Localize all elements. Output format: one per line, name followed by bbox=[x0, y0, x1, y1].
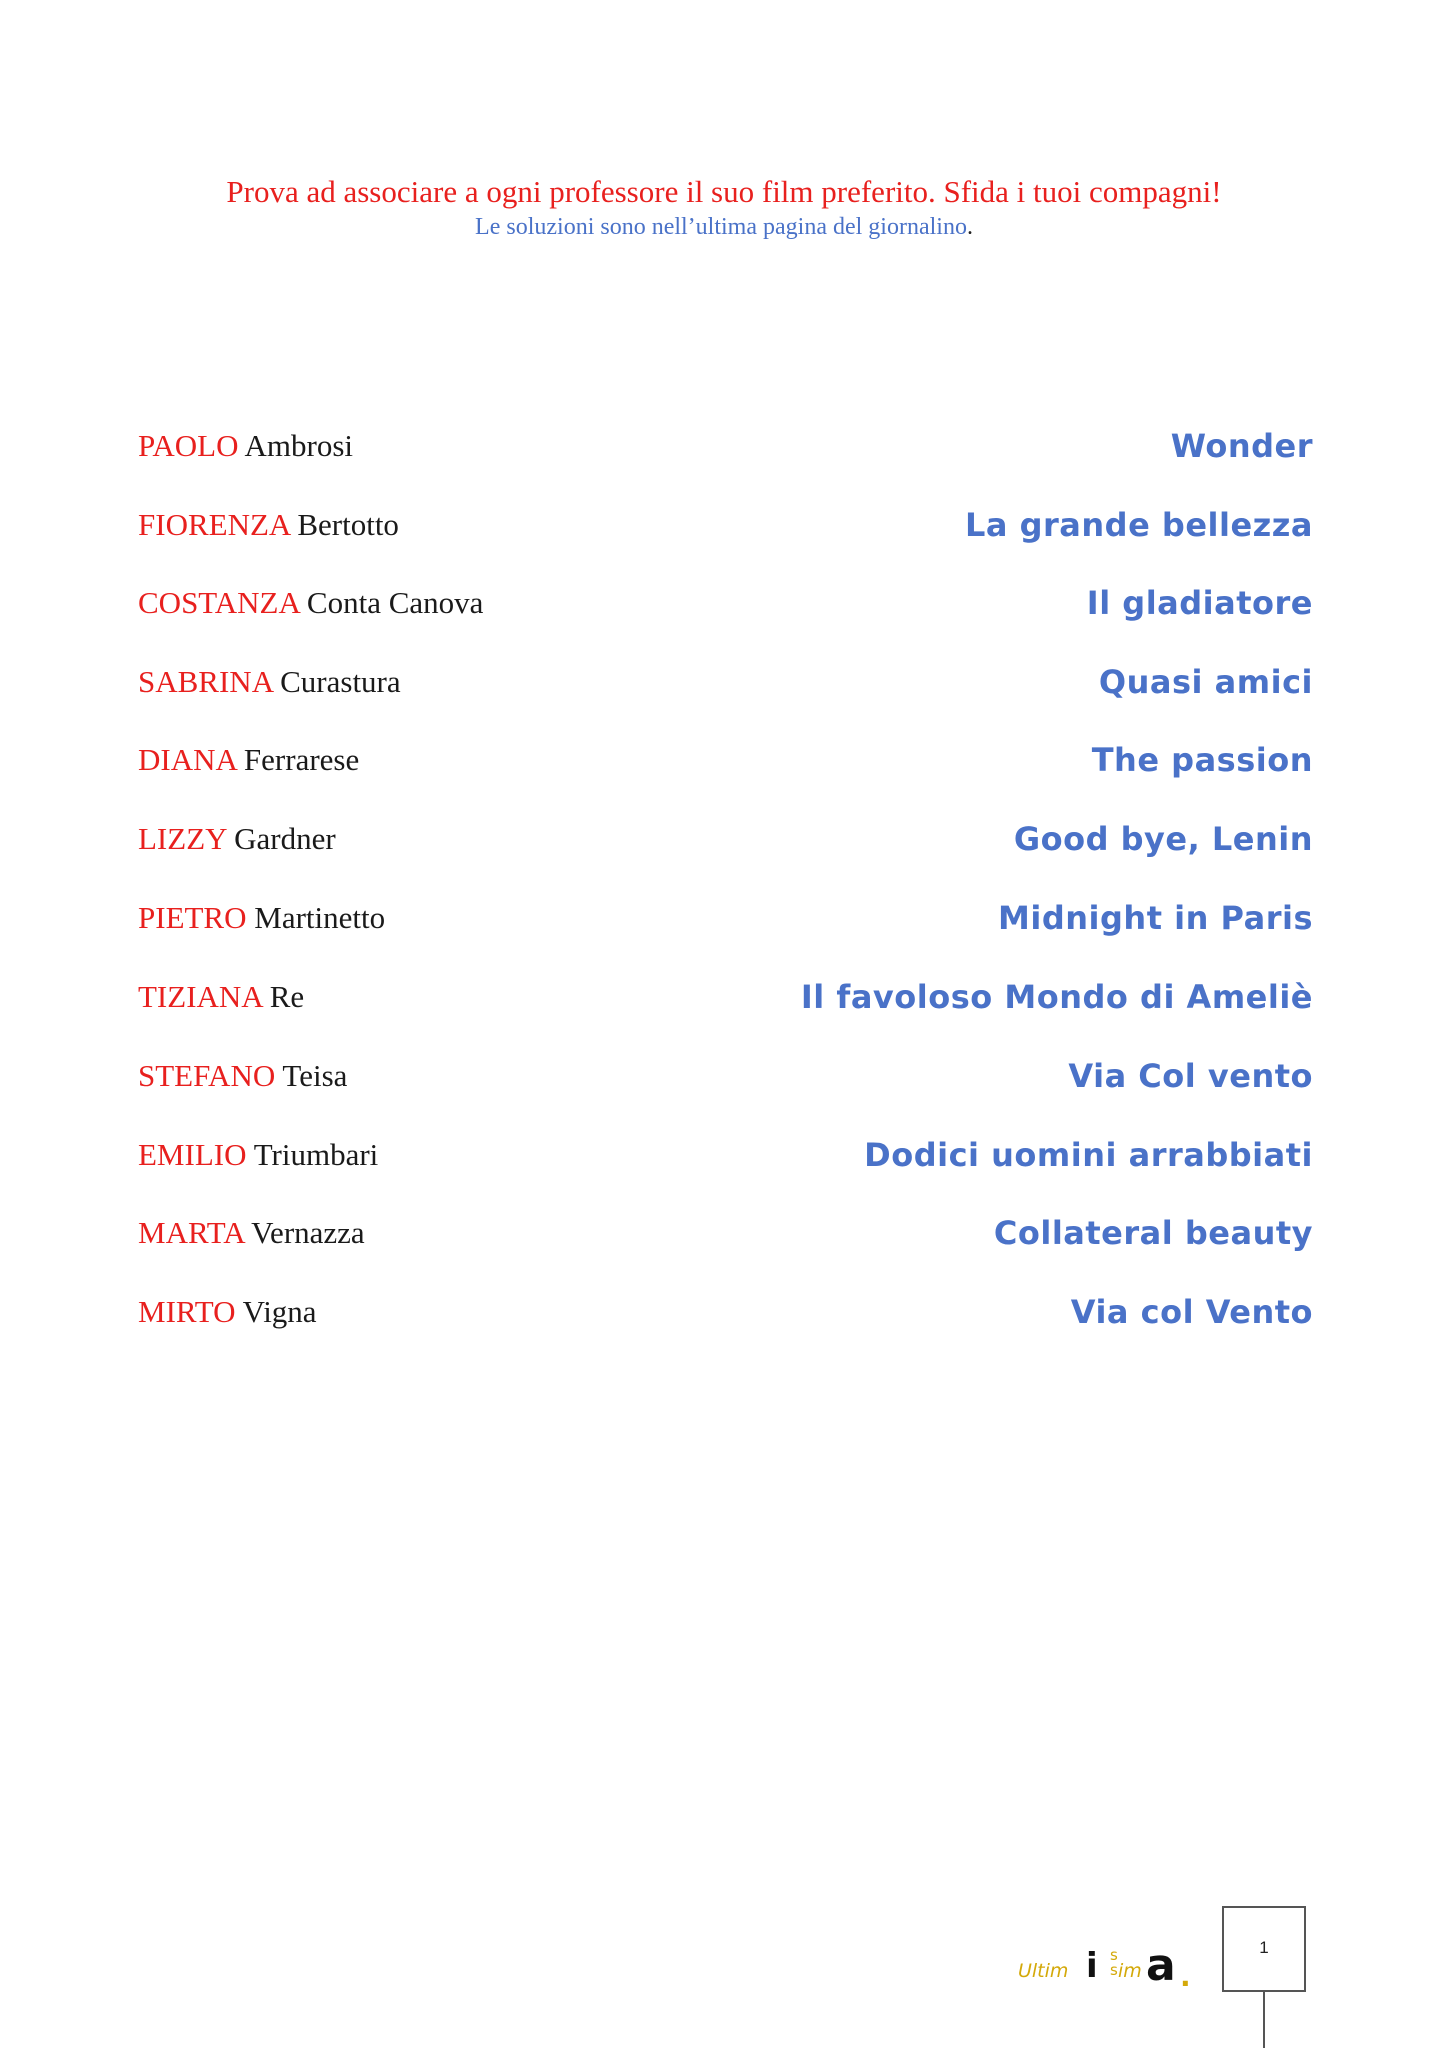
teacher-last-name: Conta Canova bbox=[306, 585, 484, 620]
pair-row bbox=[138, 578, 1313, 628]
pair-row bbox=[138, 1130, 1313, 1180]
film-title: Wonder bbox=[1170, 427, 1313, 465]
pair-row bbox=[138, 972, 1313, 1022]
page-number: 1 bbox=[1259, 1938, 1269, 1957]
teacher-name bbox=[138, 657, 401, 707]
logo-text-ultim: Ultim bbox=[1018, 1960, 1069, 1982]
teacher-last-name: Ambrosi bbox=[244, 428, 354, 463]
teacher-first-name: COSTANZA bbox=[138, 585, 300, 620]
logo-stacked-s: s s bbox=[1110, 1946, 1118, 1979]
page-subtitle bbox=[0, 211, 1448, 243]
film-title: The passion bbox=[1091, 741, 1313, 779]
teacher-name bbox=[138, 500, 399, 550]
film-title: Good bye, Lenin bbox=[1013, 820, 1313, 858]
pair-row bbox=[138, 1051, 1313, 1101]
teacher-last-name: Re bbox=[269, 979, 305, 1014]
teacher-last-name: Curastura bbox=[280, 664, 401, 699]
teacher-first-name: MARTA bbox=[138, 1215, 244, 1250]
page-number-box bbox=[1222, 1906, 1306, 1992]
teacher-name bbox=[138, 735, 359, 785]
pair-row bbox=[138, 421, 1313, 471]
pair-row bbox=[138, 1208, 1313, 1258]
film-title: Via Col vento bbox=[1068, 1057, 1313, 1095]
page-title: Prova ad associare a ogni professore il suo film preferito. Sfida i tuoi compagni! bbox=[226, 174, 1222, 209]
teacher-first-name: PIETRO bbox=[138, 900, 247, 935]
teacher-last-name: Gardner bbox=[234, 821, 336, 856]
film-title: Via col Vento bbox=[1070, 1293, 1313, 1331]
pair-row bbox=[138, 814, 1313, 864]
teacher-first-name: TIZIANA bbox=[138, 979, 262, 1014]
pair-row bbox=[138, 735, 1313, 785]
pair-row bbox=[138, 500, 1313, 550]
teacher-last-name: Bertotto bbox=[297, 507, 399, 542]
teacher-first-name: STEFANO bbox=[138, 1058, 276, 1093]
teacher-last-name: Vernazza bbox=[251, 1215, 365, 1250]
teacher-last-name: Martinetto bbox=[254, 900, 386, 935]
teacher-last-name: Ferrarese bbox=[243, 742, 360, 777]
film-title: Midnight in Paris bbox=[998, 899, 1313, 937]
subtitle-text: Le soluzioni sono nell’ultima pagina del giornalino bbox=[475, 214, 967, 240]
teacher-first-name: SABRINA bbox=[138, 664, 273, 699]
film-title: Quasi amici bbox=[1098, 663, 1313, 701]
film-title: Collateral beauty bbox=[993, 1214, 1313, 1252]
teacher-name bbox=[138, 1051, 347, 1101]
pair-row bbox=[138, 657, 1313, 707]
teacher-name bbox=[138, 814, 336, 864]
logo-big-i: i bbox=[1086, 1946, 1098, 1986]
film-title: La grande bellezza bbox=[964, 506, 1313, 544]
teacher-first-name: DIANA bbox=[138, 742, 237, 777]
teacher-name bbox=[138, 893, 385, 943]
teacher-first-name: PAOLO bbox=[138, 428, 239, 463]
logo-big-a: a bbox=[1146, 1940, 1176, 1991]
teacher-first-name: LIZZY bbox=[138, 821, 227, 856]
teacher-last-name: Teisa bbox=[282, 1058, 348, 1093]
teacher-first-name: FIORENZA bbox=[138, 507, 290, 542]
teacher-first-name: MIRTO bbox=[138, 1294, 236, 1329]
teacher-name bbox=[138, 1208, 365, 1258]
teacher-first-name: EMILIO bbox=[138, 1137, 247, 1172]
teacher-name bbox=[138, 421, 353, 471]
teacher-last-name: Vigna bbox=[242, 1294, 317, 1329]
teacher-name bbox=[138, 1130, 378, 1180]
newspaper-logo bbox=[1018, 1938, 1196, 1993]
teacher-last-name: Triumbari bbox=[253, 1137, 379, 1172]
pair-row bbox=[138, 1287, 1313, 1337]
film-title: Il gladiatore bbox=[1086, 584, 1313, 622]
pair-row bbox=[138, 893, 1313, 943]
teacher-name bbox=[138, 1287, 317, 1337]
logo-dot: . bbox=[1180, 1960, 1191, 1993]
film-title: Il favoloso Mondo di Ameliè bbox=[800, 978, 1313, 1016]
teacher-name bbox=[138, 578, 483, 628]
teacher-name bbox=[138, 972, 304, 1022]
film-title: Dodici uomini arrabbiati bbox=[864, 1136, 1313, 1174]
logo-text-im: im bbox=[1118, 1960, 1142, 1982]
subtitle-period: . bbox=[966, 214, 973, 240]
page-number-stem bbox=[1263, 1992, 1265, 2048]
